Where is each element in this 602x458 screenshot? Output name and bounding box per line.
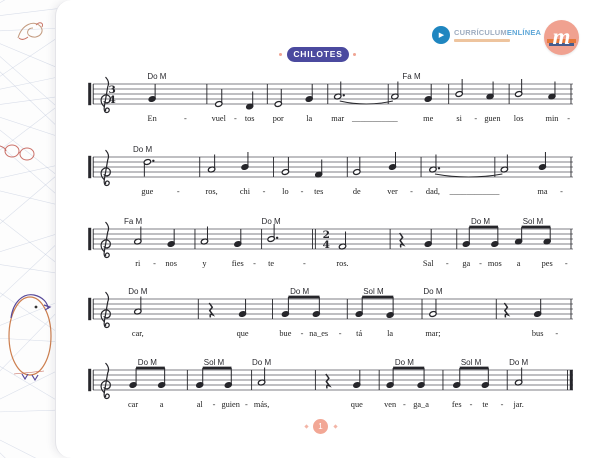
lyric: - <box>300 329 304 338</box>
lyric: - <box>234 114 237 123</box>
note <box>274 89 282 107</box>
chord-labels <box>124 217 544 226</box>
lyric: te <box>268 259 275 268</box>
chord-label: Do M <box>147 72 167 81</box>
note <box>267 224 278 242</box>
lyric: los <box>513 114 524 123</box>
lyric: - <box>469 400 473 409</box>
lyric: mar; <box>425 329 441 338</box>
lyric: a <box>516 259 521 268</box>
treble-clef-icon <box>101 363 110 398</box>
staff-lines <box>93 229 573 249</box>
lyric: - <box>567 114 571 123</box>
treble-clef-icon <box>101 292 110 327</box>
lyric: En <box>147 114 157 123</box>
lyric: si <box>456 114 462 123</box>
lyric: mos <box>487 259 502 268</box>
brand-name-secondary: ENLÍNEA <box>506 28 542 37</box>
lyrics <box>132 329 558 338</box>
note <box>386 297 394 318</box>
chord-label: Fa M <box>402 72 421 81</box>
lyric: - <box>184 114 187 123</box>
system-bracket <box>88 298 91 320</box>
lyric: - <box>244 400 248 409</box>
chord-label: Do M <box>128 287 148 296</box>
lyric: de <box>352 187 361 196</box>
lyric: vuel <box>211 114 226 123</box>
note <box>543 227 551 245</box>
note <box>491 227 499 247</box>
lyrics <box>141 187 563 196</box>
lyric: lo <box>282 187 289 196</box>
staff-lines <box>93 299 573 319</box>
lyric: bus <box>531 329 544 338</box>
note <box>224 368 232 388</box>
lyric: car, <box>131 329 144 338</box>
note <box>389 152 397 170</box>
lyric: - <box>212 400 216 409</box>
treble-clef-icon <box>101 222 110 257</box>
note <box>424 84 432 102</box>
lyric: jar. <box>513 400 524 409</box>
chord-label: Do M <box>261 217 281 226</box>
page-number: 1 <box>318 422 323 431</box>
lyric: - <box>479 259 482 268</box>
lyric: ven <box>384 400 397 409</box>
chord-labels <box>128 287 443 296</box>
page-number-badge <box>313 419 328 434</box>
note <box>424 229 432 247</box>
lyrics <box>148 114 571 123</box>
note <box>281 297 289 317</box>
lyric: ____________ <box>449 187 500 196</box>
staff-lines <box>93 84 573 104</box>
note <box>515 227 523 245</box>
quarter-rest-icon <box>400 233 404 247</box>
score <box>56 0 602 458</box>
note <box>353 370 361 388</box>
lyric: al <box>196 400 203 409</box>
lyric: - <box>560 187 563 196</box>
lyric: guien <box>221 400 240 409</box>
chord-label: Do M <box>509 358 529 367</box>
chord-label: Sol M <box>460 358 482 367</box>
note <box>241 152 249 170</box>
lyric: tos <box>244 114 255 123</box>
lyric: me <box>423 114 434 123</box>
svg-text:4: 4 <box>322 239 330 251</box>
tie <box>340 101 393 104</box>
note <box>215 89 223 107</box>
lyric: dad, <box>425 187 440 196</box>
quarter-rest-icon <box>209 303 213 317</box>
note <box>538 152 546 170</box>
system-bracket <box>88 369 91 391</box>
chord-label: Fa M <box>123 217 143 226</box>
note <box>239 299 247 317</box>
chord-label: Sol M <box>522 217 544 226</box>
note <box>196 368 204 388</box>
lyric: la <box>387 329 394 338</box>
lyric: guen <box>484 114 501 123</box>
note <box>353 157 361 175</box>
brand-name-primary: CURRÍCULUM <box>454 28 507 37</box>
lyric: - <box>500 400 504 409</box>
note <box>455 79 463 97</box>
note <box>312 297 320 317</box>
svg-text:3: 3 <box>108 84 116 96</box>
tie <box>435 174 502 177</box>
lyric: y <box>202 259 207 268</box>
bird-doodle <box>18 23 43 40</box>
lyric: ver <box>387 187 398 196</box>
note <box>417 368 425 388</box>
lyric: - <box>303 259 306 268</box>
play-glyph: ▶ <box>438 32 445 39</box>
note <box>534 299 542 317</box>
m-logo-letter: m <box>552 24 571 49</box>
svg-text:2: 2 <box>322 229 330 241</box>
lyric: - <box>555 329 559 338</box>
lyric: Sal <box>422 259 434 268</box>
chord-label: Sol M <box>363 287 384 296</box>
system-bracket <box>88 83 91 105</box>
lyrics <box>135 259 568 268</box>
note <box>129 368 137 388</box>
lyric: nos <box>165 259 177 268</box>
chord-label: Do M <box>290 287 310 296</box>
music-system-1 <box>87 70 579 130</box>
lyric: - <box>262 187 266 196</box>
note <box>355 297 363 317</box>
lyric: - <box>445 259 449 268</box>
lyric: ___________ <box>352 114 398 123</box>
system-bracket <box>88 156 91 178</box>
chick-doodle <box>9 295 51 380</box>
note <box>234 229 242 247</box>
music-system-2 <box>87 143 579 203</box>
note <box>481 368 489 388</box>
note <box>143 159 154 177</box>
chord-label: Do M <box>133 145 153 154</box>
svg-text:4: 4 <box>108 94 116 106</box>
lyric: la <box>306 114 313 123</box>
lyric: pes <box>541 259 553 268</box>
note <box>429 299 437 317</box>
note <box>453 368 461 388</box>
lyric: fies <box>231 259 244 268</box>
lyric: bue <box>279 329 292 338</box>
time-signature <box>108 84 115 106</box>
chord-label: Do M <box>470 217 491 226</box>
lyric: fes <box>451 400 462 409</box>
glasses-doodle <box>0 145 34 160</box>
left-margin-decoration <box>0 0 60 458</box>
lyric: te <box>482 400 489 409</box>
lyric: - <box>153 259 156 268</box>
chord-label: Do M <box>252 358 272 367</box>
note <box>167 229 175 247</box>
lyric: chi <box>239 187 251 196</box>
chord-labels <box>133 145 152 154</box>
lyric: gue <box>141 187 154 196</box>
lyric: - <box>300 187 304 196</box>
lyrics <box>128 400 524 409</box>
lyric: a <box>159 400 164 409</box>
page-title: CHILOTES <box>293 49 343 59</box>
sheet-page <box>55 0 602 458</box>
lyric: - <box>253 259 256 268</box>
lyric: - <box>338 329 342 338</box>
lyric: ga_a <box>413 400 429 409</box>
lyric: que <box>236 329 249 338</box>
chord-label: Do M <box>423 287 443 296</box>
lyric: por <box>272 114 284 123</box>
lyric: mar <box>331 114 345 123</box>
lyric: ma <box>537 187 548 196</box>
quarter-rest-icon <box>504 303 508 317</box>
system-bracket <box>88 228 91 250</box>
lyric: - <box>176 187 180 196</box>
quarter-rest-icon <box>326 374 330 388</box>
lyric: ri <box>135 259 141 268</box>
lyric: ros. <box>336 259 349 268</box>
note <box>148 84 156 102</box>
note <box>281 157 289 175</box>
chord-label: Do M <box>137 358 157 367</box>
note <box>462 227 470 247</box>
music-system-3 <box>87 215 579 275</box>
note <box>515 79 523 97</box>
lyric: tá <box>356 329 363 338</box>
lyric: - <box>474 114 478 123</box>
chord-labels <box>147 72 421 81</box>
lyric: ros, <box>205 187 218 196</box>
lyric: car <box>128 400 139 409</box>
lyric: que <box>350 400 363 409</box>
lyric: - <box>564 259 568 268</box>
music-system-4 <box>87 285 579 345</box>
lyric: - <box>403 400 406 409</box>
lyric: más, <box>253 400 270 409</box>
chord-label: Sol M <box>203 358 225 367</box>
note <box>158 368 166 388</box>
time-signature <box>323 229 330 251</box>
lyric: na_es <box>309 329 329 338</box>
lyric: min <box>545 114 559 123</box>
note <box>305 84 313 102</box>
chord-label: Do M <box>394 358 414 367</box>
lyric: tes <box>314 187 324 196</box>
music-system-5 <box>87 356 579 416</box>
lyric: ga <box>462 259 471 268</box>
note <box>386 368 394 388</box>
lyric: - <box>410 187 413 196</box>
chord-labels <box>138 358 529 367</box>
treble-clef-icon <box>101 150 110 185</box>
